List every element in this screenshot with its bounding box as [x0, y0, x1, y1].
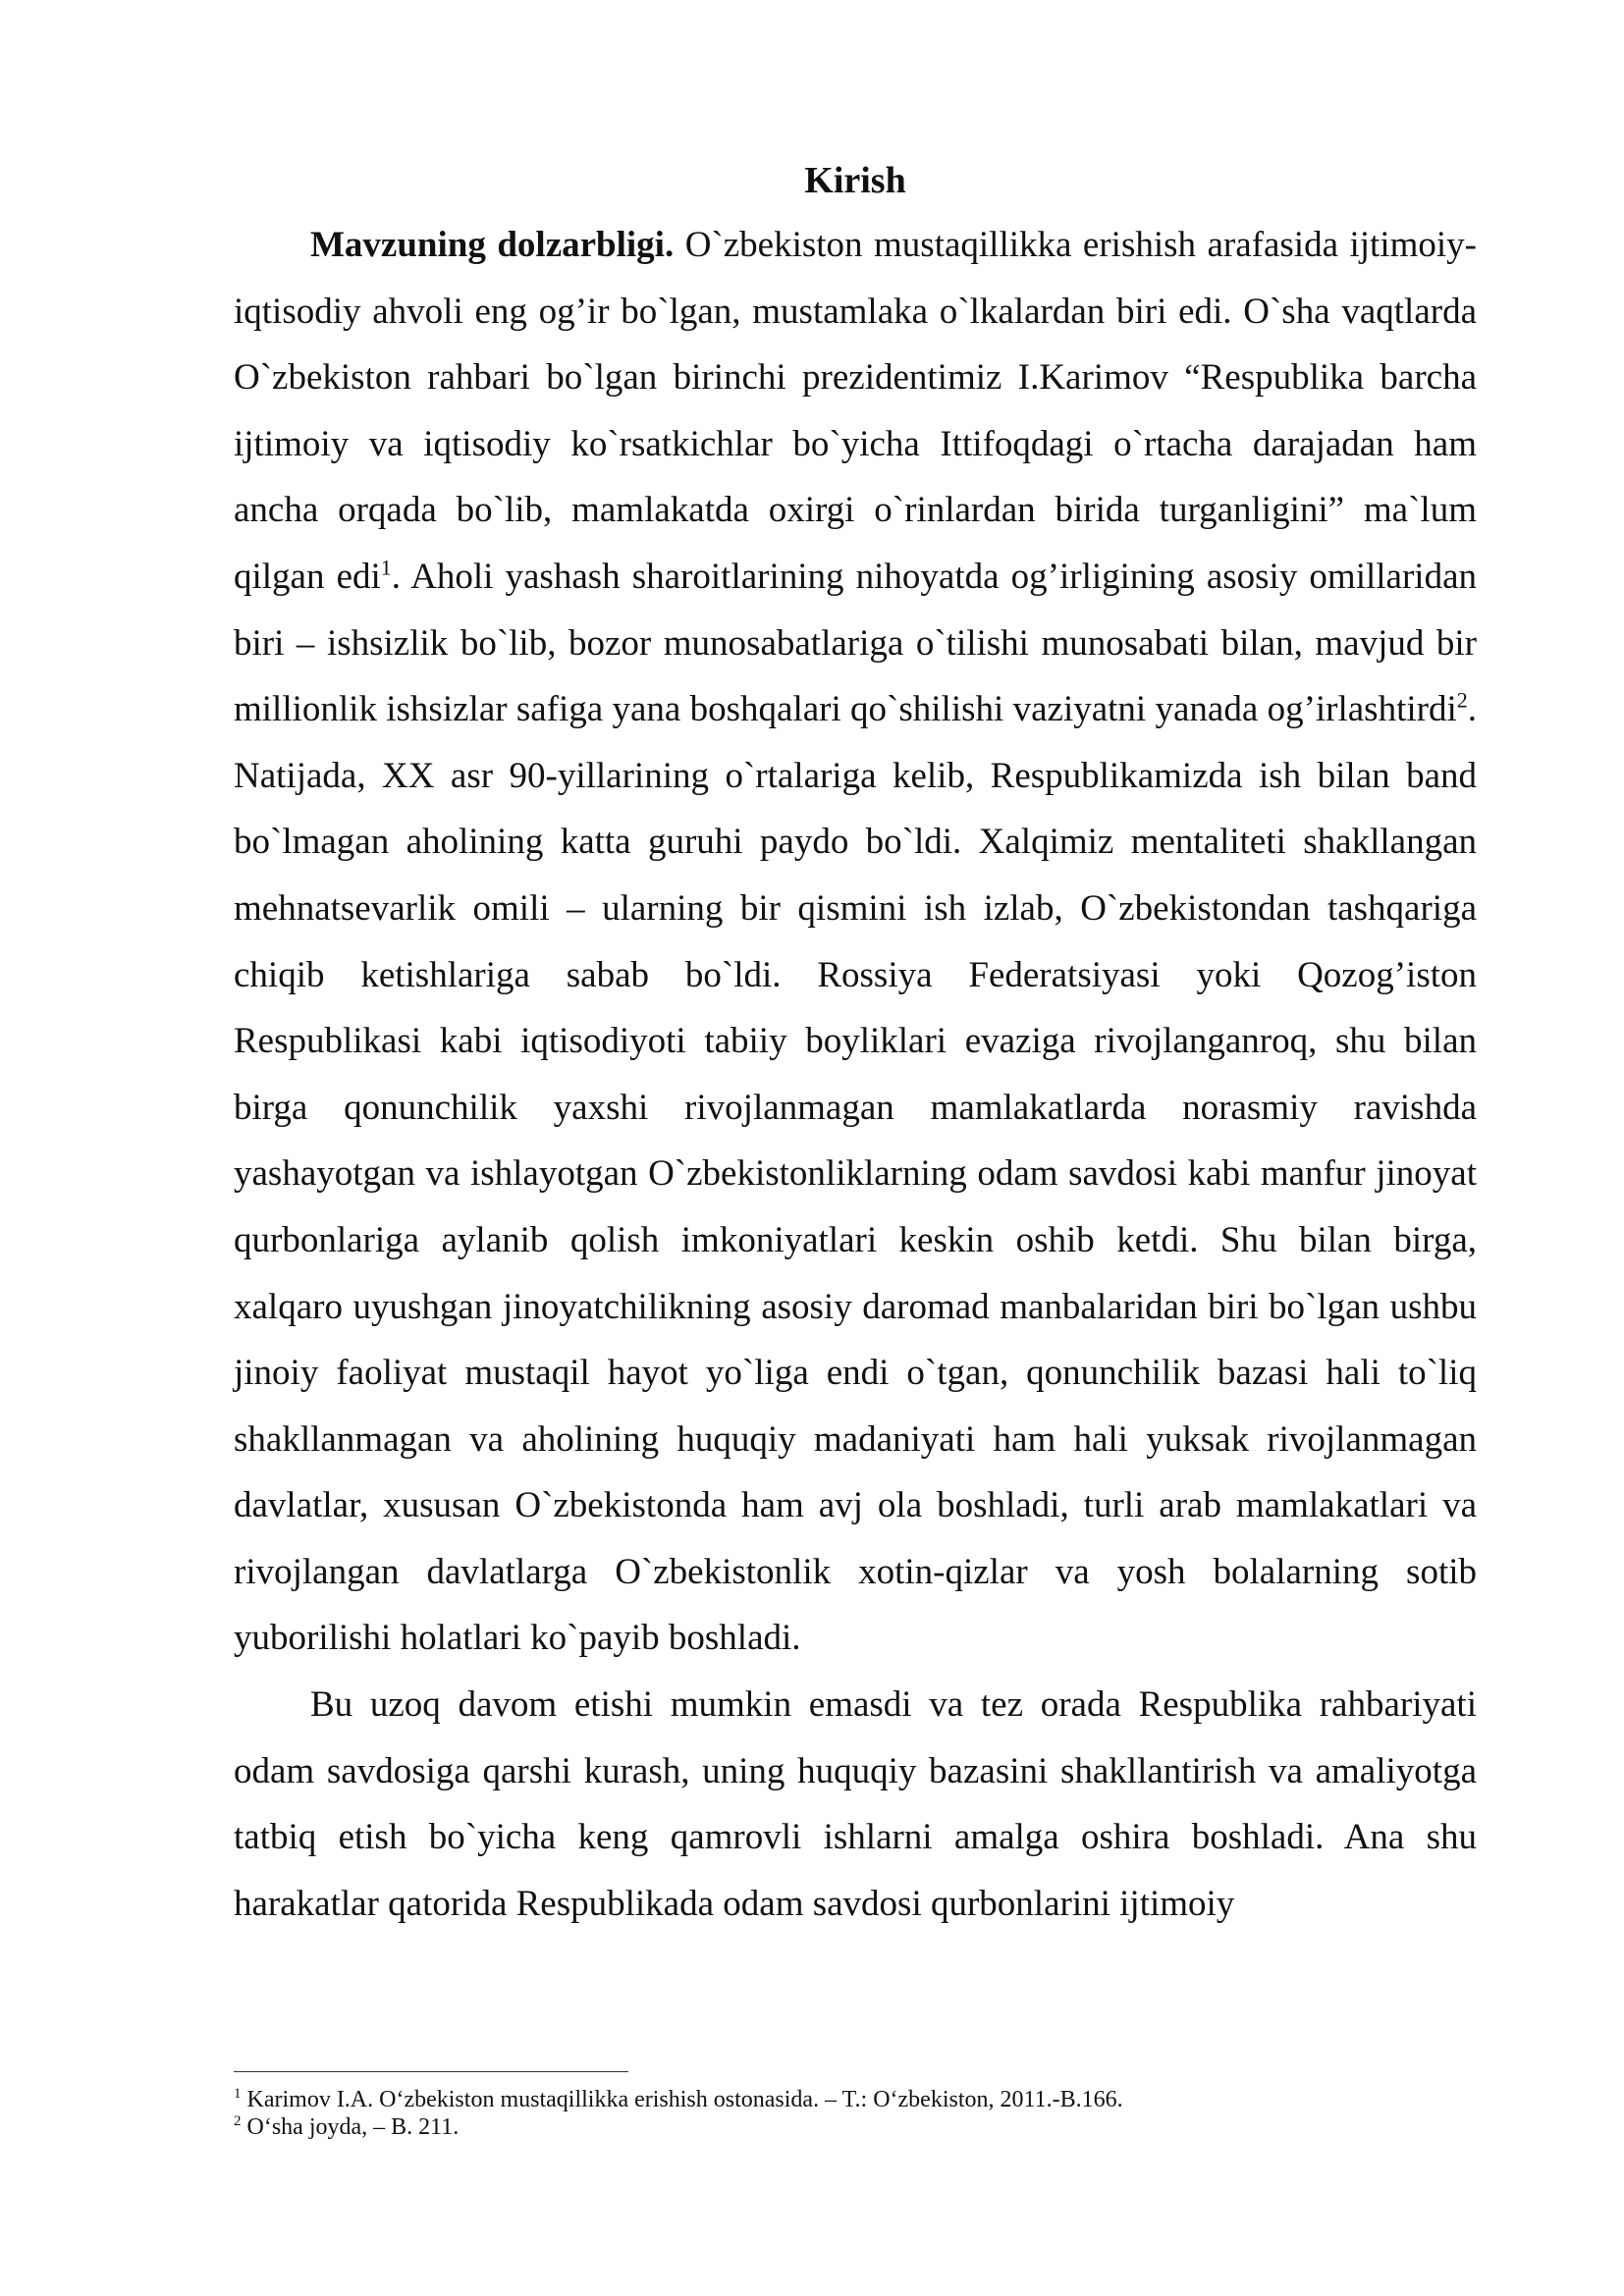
paragraph-second: Bu uzoq davom etishi mumkin emasdi va tez orada Respublika rahbariyati odam savdosiga qarshi kurash, uning huquqiy bazasini shakllantirish va amaliyotga tatbiq etish bo`yicha keng qamrovli ishlarni amalga oshira boshladi. Ana shu harakatlar qatorida Respublikada odam savdosi qurbonlarini ijtimoiy: [234, 1684, 1477, 1924]
paragraph-text: . Aholi yashash sharoitlarining nihoyatda og’irligining asosiy omillaridan biri – ishsizlik bo`lib, bozor munosabatlariga o`tilishi munosabati bilan, mavjud bir millionlik ishsizlar safiga yana boshqalari qo`shilishi vaziyatni yanada og’irlashtirdi: [234, 556, 1477, 730]
footnote-1: [234, 2086, 1477, 2113]
paragraph-relevance: [234, 212, 1477, 1672]
footnote-text: Karimov I.A. O‘zbekiston mustaqillikka erishish ostonasida. – T.: O‘zbekiston, 2011.-B.166.: [241, 2087, 1123, 2112]
footnote-ref-1[interactable]: 1: [380, 555, 392, 580]
footnote-2: [234, 2113, 1477, 2141]
footnote-mark: 1: [234, 2086, 242, 2102]
paragraph-text: O`zbekiston mustaqillikka erishish arafasida ijtimoiy-iqtisodiy ahvoli eng og’ir bo`lgan, mustamlaka o`lkalardan biri edi. O`sha vaqtlarda O`zbekiston rahbari bo`lgan birinchi prezidentimiz I.Karimov “Respublika barcha ijtimoiy va iqtisodiy ko`rsatkichlar bo`yicha Ittifoqdagi o`rtacha darajadan ham ancha orqada bo`lib, mamlakatda oxirgi o`rinlardan birida turganligini” ma`lum qilgan edi: [234, 225, 1477, 597]
paragraph-lead: Mavzuning dolzarbligi.: [310, 225, 675, 265]
document-body: [234, 149, 1477, 1937]
footnote-divider: [234, 2071, 628, 2072]
footnote-text: O‘sha joyda, – B. 211.: [241, 2114, 460, 2140]
footnotes-section: [234, 2071, 1477, 2141]
footnote-mark: 2: [234, 2113, 242, 2129]
page-title: Kirish: [804, 160, 906, 201]
paragraph-text: . Natijada, XX asr 90-yillarining o`rtalariga kelib, Respublikamizda ish bilan band bo`lmagan aholining katta guruhi paydo bo`ldi. Xalqimiz mentaliteti shakllangan mehnatsevarlik omili – ularning bir qismini ish izlab, O`zbekistondan tashqariga chiqib ketishlariga sabab bo`ldi. Rossiya Federatsiyasi yoki Qozog’iston Respublikasi kabi iqtisodiyoti tabiiy boyliklari evaziga rivojlanganroq, shu bilan birga qonunchilik yaxshi rivojlanmagan mamlakatlarda norasmiy ravishda yashayotgan va ishlayotgan O`zbekistonliklarning odam savdosi kabi manfur jinoyat qurbonlariga aylanib qolish imkoniyatlari keskin oshib ketdi. Shu bilan birga, xalqaro uyushgan jinoyatchilikning asosiy daromad manbalaridan biri bo`lgan ushbu jinoiy faoliyat mustaqil hayot yo`liga endi o`tgan, qonunchilik bazasi hali to`liq shakllanmagan va aholining huquqiy madaniyati ham hali yuksak rivojlanmagan davlatlar, xususan O`zbekistonda ham avj ola boshladi, turli arab mamlakatlari va rivojlangan davlatlarga O`zbekistonlik xotin-qizlar va yosh bolalarning sotib yuborilishi holatlari ko`payib boshladi.: [234, 689, 1477, 1659]
footnote-ref-2[interactable]: 2: [1456, 687, 1468, 713]
